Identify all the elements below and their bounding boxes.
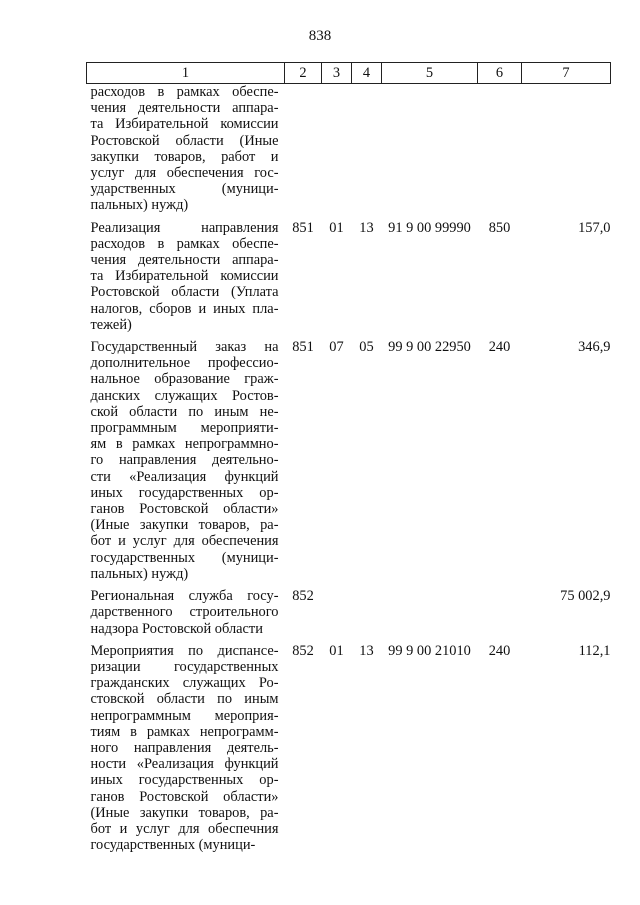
table-row xyxy=(87,643,611,860)
table-header-row xyxy=(87,63,611,84)
description-line: дарственного строительного xyxy=(90,604,279,621)
row-description xyxy=(87,588,285,643)
description-line: налогов, сборов и иных пла- xyxy=(90,300,279,317)
description-line: та Избирательной комиссии xyxy=(90,268,279,285)
target-article-code: 99 9 00 21010 xyxy=(388,642,471,659)
description-line: данских служащих Ростов- xyxy=(90,387,279,404)
amount: 346,9 xyxy=(578,339,611,356)
amount: 112,1 xyxy=(578,642,611,659)
ministry-code: 851 xyxy=(292,219,314,236)
description-line: государственных (муници- xyxy=(90,837,256,854)
description-line: непрограммным мероприя- xyxy=(90,707,279,724)
description-line: Региональная служба госу- xyxy=(90,588,279,605)
row-description xyxy=(87,84,285,220)
description-line: ности «Реализация функций xyxy=(90,756,279,773)
table-row xyxy=(87,339,611,588)
ministry-code: 852 xyxy=(292,588,314,605)
budget-table xyxy=(86,62,611,859)
subsection-code: 05 xyxy=(359,339,374,356)
description-line: расходов в рамках обеспе- xyxy=(90,235,279,252)
description-line: Ростовской области (Иные xyxy=(90,132,279,149)
description-line: бот и услуг для обеспечения xyxy=(90,533,279,550)
description-line: чения деятельности аппара- xyxy=(90,100,279,117)
expense-type-code: 240 xyxy=(488,642,511,659)
description-line: тежей) xyxy=(90,316,132,333)
description-line: та Избирательной комиссии xyxy=(90,116,279,133)
description-line: дополнительное профессио- xyxy=(90,355,279,372)
description-line: услуг для обеспечения гос- xyxy=(90,165,279,182)
description-line: пальных) нужд) xyxy=(90,565,189,582)
subsection-code: 13 xyxy=(359,219,374,236)
expense-type-code xyxy=(478,84,522,220)
section-code xyxy=(322,588,352,643)
ministry-code: 852 xyxy=(292,642,314,659)
column-header-3: 3 xyxy=(322,63,352,84)
description-line: иных государственных ор- xyxy=(90,772,279,789)
description-line: ганов Ростовской области» xyxy=(90,788,279,805)
section-code: 01 xyxy=(329,642,344,659)
row-description xyxy=(87,643,285,860)
row-description xyxy=(87,220,285,339)
description-line: го направления деятельно- xyxy=(90,452,279,469)
description-line: ям в рамках непрограммно- xyxy=(90,436,279,453)
column-header-7: 7 xyxy=(522,63,611,84)
target-article-code xyxy=(382,588,478,643)
description-line: Государственный заказ на xyxy=(90,339,279,356)
description-line: ного направления деятель- xyxy=(90,739,279,756)
description-line: расходов в рамках обеспе- xyxy=(90,84,279,100)
ministry-code: 851 xyxy=(292,339,314,356)
description-line: ризации государственных xyxy=(90,658,279,675)
amount: 157,0 xyxy=(578,219,611,236)
description-line: ударственных (муници- xyxy=(90,181,279,198)
target-article-code: 99 9 00 22950 xyxy=(388,339,471,356)
description-line: надзора Ростовской области xyxy=(90,620,263,637)
description-line: Мероприятия по диспансе- xyxy=(90,642,279,659)
description-line: государственных (муници- xyxy=(90,549,279,566)
column-header-5: 5 xyxy=(382,63,478,84)
description-line: тиям в рамках непрограмм- xyxy=(90,723,279,740)
description-line: ской области по иным не- xyxy=(90,403,279,420)
row-description xyxy=(87,339,285,588)
description-line: Реализация направления xyxy=(90,219,279,236)
description-line: нальное образование граж- xyxy=(90,371,279,388)
description-line: стовской области по иным xyxy=(90,691,279,708)
expense-type-code: 240 xyxy=(488,339,511,356)
description-line: Ростовской области (Уплата xyxy=(90,284,279,301)
subsection-code xyxy=(352,84,382,220)
ministry-code xyxy=(285,84,322,220)
column-header-2: 2 xyxy=(285,63,322,84)
section-code: 07 xyxy=(329,339,344,356)
table-row xyxy=(87,84,611,220)
amount: 75 002,9 xyxy=(560,588,611,605)
description-line: сти «Реализация функций xyxy=(90,468,279,485)
table-row xyxy=(87,220,611,339)
column-header-1: 1 xyxy=(87,63,285,84)
description-line: (Иные закупки товаров, ра- xyxy=(90,804,279,821)
subsection-code: 13 xyxy=(359,642,374,659)
column-header-4: 4 xyxy=(352,63,382,84)
description-line: гражданских служащих Ро- xyxy=(90,675,279,692)
page-number: 838 xyxy=(308,28,332,44)
amount xyxy=(522,84,611,220)
description-line: бот и услуг для обеспечния xyxy=(90,820,279,837)
description-line: чения деятельности аппара- xyxy=(90,252,279,269)
target-article-code xyxy=(382,84,478,220)
description-line: пальных) нужд) xyxy=(90,197,189,214)
description-line: программным мероприяти- xyxy=(90,420,279,437)
section-code xyxy=(322,84,352,220)
section-code: 01 xyxy=(329,219,344,236)
target-article-code: 91 9 00 99990 xyxy=(388,219,471,236)
expense-type-code: 850 xyxy=(488,219,511,236)
description-line: закупки товаров, работ и xyxy=(90,148,279,165)
description-line: ганов Ростовской области» xyxy=(90,501,279,518)
column-header-6: 6 xyxy=(478,63,522,84)
description-line: иных государственных ор- xyxy=(90,484,279,501)
description-line: (Иные закупки товаров, ра- xyxy=(90,517,279,534)
expense-type-code xyxy=(478,588,522,643)
table-row xyxy=(87,588,611,643)
subsection-code xyxy=(352,588,382,643)
